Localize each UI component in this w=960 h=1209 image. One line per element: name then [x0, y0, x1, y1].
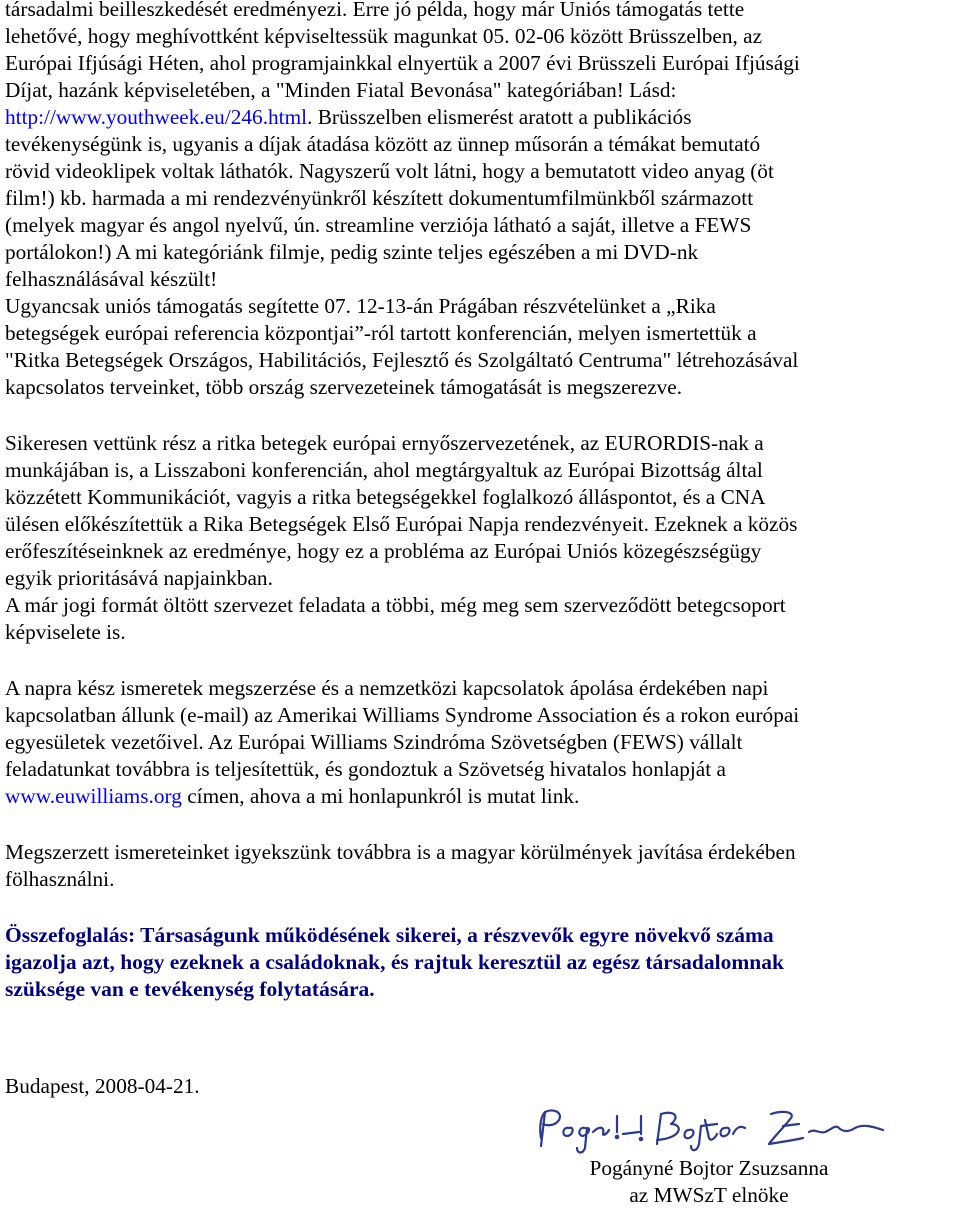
text-after-link: . Brüsszelben elismerést aratott a publikációs [307, 105, 692, 129]
text-line: tevékenységünk is, ugyanis a díjak átadása között az ünnep műsorán a témákat bemutató [5, 132, 761, 156]
text-line: erőfeszítéseinknek az eredménye, hogy ez a probléma az Európai Uniós közegészségügy [5, 539, 762, 563]
text-line: Megszerzett ismereteinket igyekszünk továbbra is a magyar körülmények javítása érdekében [5, 840, 796, 864]
text-line: rövid videoklipek voltak láthatók. Nagyszerű volt látni, hogy a bemutatott video anyag (öt [5, 159, 774, 183]
paragraph-spacer [5, 646, 950, 675]
text-line: társadalmi beilleszkedését eredményezi. Erre jó példa, hogy már Uniós támogatás tette [5, 0, 745, 21]
paragraph-spacer [5, 893, 950, 922]
text-line: egyik prioritásává napjainkban. [5, 566, 273, 590]
text-line: feladatunkat továbbra is teljesítettük, és gondoztuk a Szövetség hivatalos honlapját a [5, 757, 726, 781]
text-line: képviselete is. [5, 620, 126, 644]
text-after-link: címen, ahova a mi honlapunkról is mutat link. [181, 784, 580, 808]
paragraph-knowledge [5, 839, 950, 893]
text-line: felhasználásával készült! [5, 267, 218, 291]
paragraph-eu-support [5, 0, 950, 401]
text-line: ülésen előkészítettük a Rika Betegségek Első Európai Napja rendezvényeit. Ezeknek a közös [5, 512, 798, 536]
text-line: közzétett Kommunikációt, vagyis a ritka betegségekkel foglalkozó álláspontot, és a CNA [5, 485, 766, 509]
text-line: egyesületek vezetőivel. Az Európai Williams Szindróma Szövetségben (FEWS) vállalt [5, 730, 743, 754]
paragraph-spacer [5, 810, 950, 839]
youthweek-link[interactable]: http://www.youthweek.eu/246.html [5, 105, 308, 129]
text-line: Díjat, hazánk képviseletében, a "Minden Fiatal Bevonása" kategóriában! Lásd: [5, 78, 677, 102]
summary-line: igazolja azt, hogy ezeknek a családoknak, és rajtuk keresztül az egész társadalomnak [5, 950, 784, 974]
text-line: Európai Ifjúsági Héten, ahol programjainkkal elnyertük a 2007 évi Brüsszeli Európai Ifjúsági [5, 51, 800, 75]
text-line: film!) kb. harmada a mi rendezvényünkről készített dokumentumfilmünkből származott [5, 186, 754, 210]
handwritten-signature [533, 1104, 888, 1160]
text-line: betegségek európai referencia központjai”-ról tartott konferencián, melyen ismertettük a [5, 321, 757, 345]
text-line: kapcsolatban állunk (e-mail) az Amerikai Williams Syndrome Association és a rokon európai [5, 703, 800, 727]
text-line: fölhasználni. [5, 867, 115, 891]
text-line: A napra kész ismeretek megszerzése és a nemzetközi kapcsolatok ápolása érdekében napi [5, 676, 769, 700]
text-line: kapcsolatos terveinket, több ország szervezeteinek támogatását is megszerezve. [5, 375, 683, 399]
text-line: A már jogi formát öltött szervezet feladata a többi, még meg sem szerveződött betegcsoport [5, 593, 786, 617]
paragraph-spacer [5, 401, 950, 430]
summary-line: Összefoglalás: Társaságunk működésének sikerei, a részvevők egyre növekvő száma [5, 923, 774, 947]
paragraph-eurordis [5, 430, 950, 646]
text-line: Ugyancsak uniós támogatás segítette 07. 12-13-án Prágában részvételünket a „Rika [5, 294, 716, 318]
summary-block [5, 922, 950, 1003]
text-line: "Ritka Betegségek Országos, Habilitációs, Fejlesztő és Szolgáltató Centruma" létrehozásával [5, 348, 799, 372]
text-line: portálokon!) A mi kategóriánk filmje, pedig szinte teljes egészében a mi DVD-nk [5, 240, 699, 264]
document-date: Budapest, 2008-04-21. [5, 1074, 200, 1098]
signature-drawing [533, 1104, 888, 1160]
text-line-with-link [5, 104, 950, 131]
paragraph-international [5, 675, 950, 810]
text-line: Sikeresen vettünk rész a ritka betegek európai ernyőszervezetének, az EURORDIS-nak a [5, 431, 764, 455]
signer-title: az MWSzT elnöke [629, 1183, 789, 1207]
summary-line: szüksége van e tevékenység folytatására. [5, 977, 375, 1001]
signer-name: Pogányné Bojtor Zsuzsanna [589, 1156, 829, 1180]
document-page [5, 0, 950, 1003]
euwilliams-link[interactable]: www.euwilliams.org [5, 784, 182, 808]
text-line-with-link [5, 783, 950, 810]
text-line: munkájában is, a Lisszaboni konferencián, ahol megtárgyaltuk az Európai Bizottság által [5, 458, 763, 482]
signer-block [571, 1155, 847, 1209]
text-line: lehetővé, hogy meghívottként képviseltessük magunkat 05. 02-06 között Brüsszelben, az [5, 24, 763, 48]
text-line: (melyek magyar és angol nyelvű, ún. streamline verziója látható a saját, illetve a FEWS [5, 213, 752, 237]
